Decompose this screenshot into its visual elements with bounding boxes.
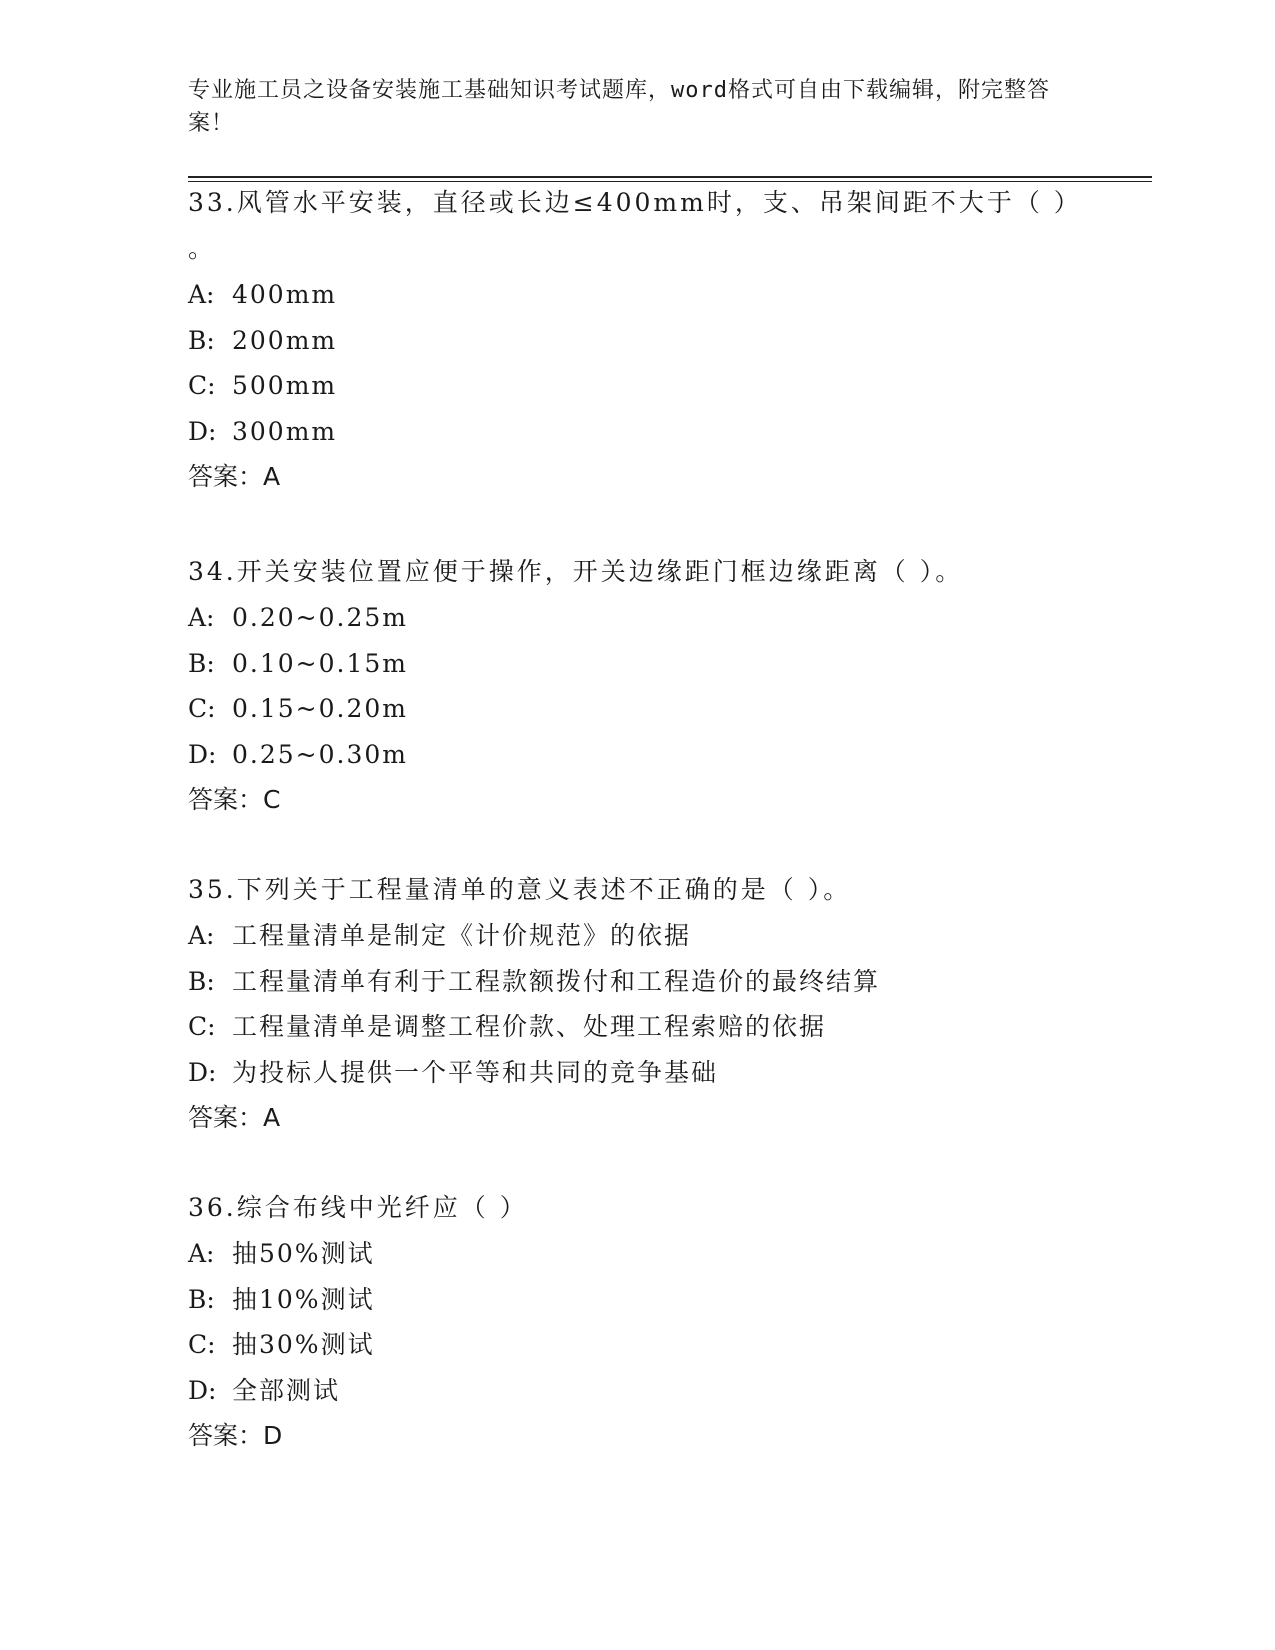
option-a [188,595,1088,641]
option-key: D: [188,416,217,446]
answer-line: 答案：A [188,1103,281,1132]
option-text: 0.20~0.25m [232,603,408,632]
option-key: A: [188,280,215,309]
option-a [188,272,1088,318]
option-d [188,409,1088,455]
option-key: D: [188,1375,217,1405]
document-intro: 专业施工员之设备安装施工基础知识考试题库，word格式可自由下载编辑，附完整答案！ [188,78,1050,136]
option-key: C: [188,1330,216,1359]
option-b [188,959,1088,1005]
option-d [188,732,1088,778]
option-text: 工程量清单有利于工程款额拨付和工程造价的最终结算 [232,966,881,996]
option-text: 抽50%测试 [232,1239,375,1268]
option-text: 抽10%测试 [232,1284,375,1314]
option-key: C: [188,371,216,400]
question-stem: 36.综合布线中光纤应（ ） [188,1193,528,1222]
question-35 [188,867,1088,1140]
option-key: C: [188,1012,216,1041]
question-33 [188,180,1088,499]
option-key: B: [188,1284,215,1314]
option-key: A: [188,603,215,632]
option-text: 为投标人提供一个平等和共同的竞争基础 [232,1057,719,1087]
option-text: 工程量清单是调整工程价款、处理工程索赔的依据 [232,1012,827,1041]
option-a [188,913,1088,959]
option-c [188,363,1088,409]
option-text: 200mm [232,325,338,355]
option-text: 0.25~0.30m [232,739,408,769]
option-key: B: [188,966,215,996]
answer-line: 答案：D [188,1421,283,1450]
option-key: D: [188,739,217,769]
option-text: 0.15~0.20m [232,694,408,723]
question-36 [188,1185,1088,1458]
option-text: 全部测试 [232,1375,341,1405]
option-text: 抽30%测试 [232,1330,375,1359]
option-c [188,1004,1088,1050]
option-key: A: [188,921,215,950]
option-b [188,1277,1088,1323]
answer-line: 答案：A [188,462,281,491]
option-text: 300mm [232,416,338,446]
question-stem: 33.风管水平安装，直径或长边≤400mm时，支、吊架间距不大于（ ） [188,188,1082,217]
option-a [188,1231,1088,1277]
question-34 [188,549,1088,822]
answer-line: 答案：C [188,785,281,814]
option-text: 工程量清单是制定《计价规范》的依据 [232,921,692,950]
option-c [188,686,1088,732]
option-text: 500mm [232,371,338,400]
option-key: C: [188,694,216,723]
option-key: A: [188,1239,215,1268]
question-stem: 34.开关安装位置应便于操作，开关边缘距门框边缘距离（ ）。 [188,557,964,586]
option-text: 400mm [232,280,338,309]
option-c [188,1322,1088,1368]
option-d [188,1368,1088,1414]
option-b [188,318,1088,364]
question-stem: 35.下列关于工程量清单的意义表述不正确的是（ ）。 [188,875,852,904]
option-b [188,641,1088,687]
option-d [188,1050,1088,1096]
option-key: B: [188,325,215,355]
question-stem-continuation: 。 [188,234,214,263]
header-rule-thick [188,176,1152,178]
option-key: D: [188,1057,217,1087]
option-key: B: [188,648,215,678]
option-text: 0.10~0.15m [232,648,408,678]
